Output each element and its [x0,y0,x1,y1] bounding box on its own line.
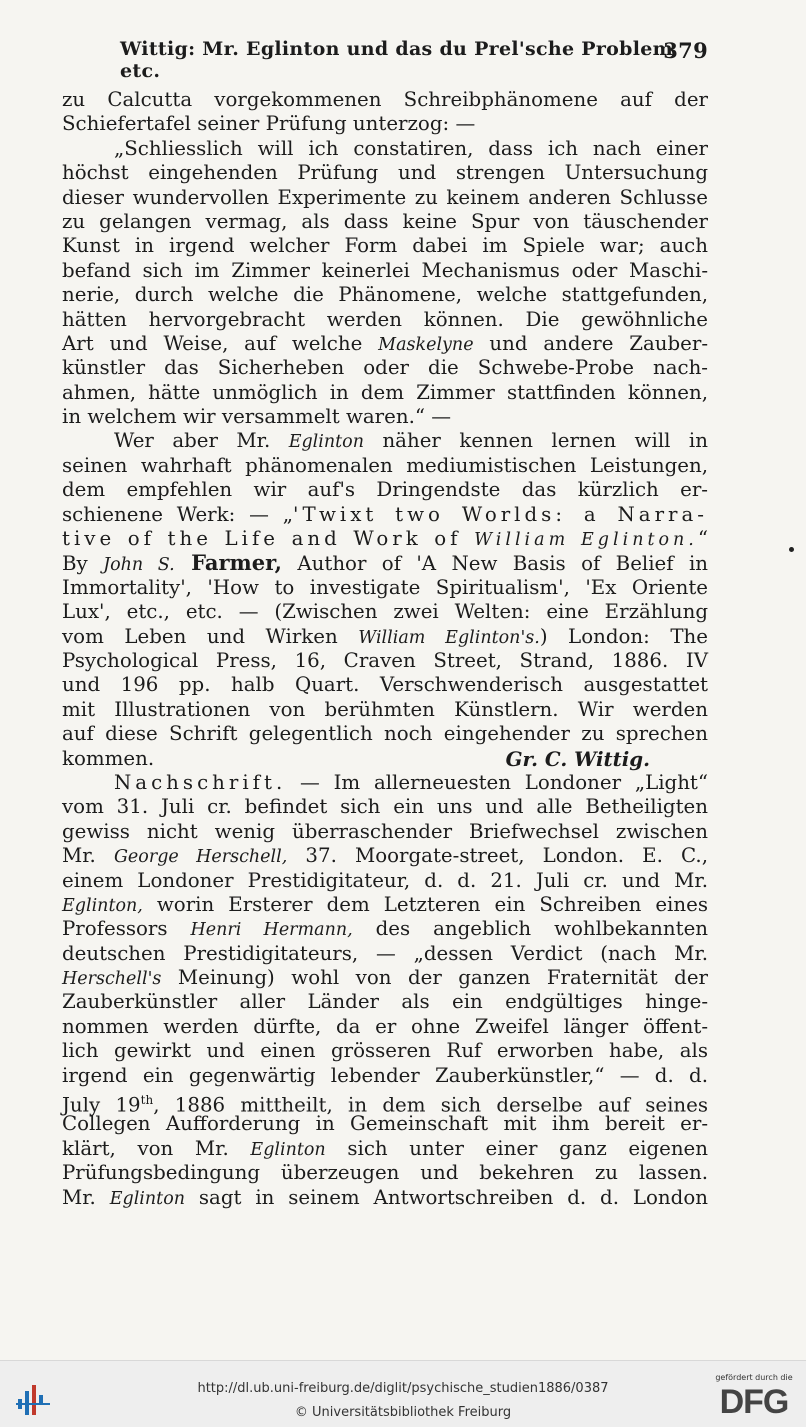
text-line: deutschen Prestidigitateurs, — „dessen Verdict (nach Mr. [62,941,708,965]
dfg-logo-icon [708,1373,800,1423]
text-line: Kunst in irgend welcher Form dabei im Spiele war; auch [62,234,708,258]
footer-bar [0,1360,806,1427]
text-line: nommen werden dürfte, da er ohne Zweifel länger öffent- [62,1014,708,1038]
text-run: ) London: The [539,624,708,648]
text-line [62,917,708,941]
text-line: vom 31. Juli cr. befindet sich ein uns und alle Betheiligten [62,795,708,819]
permalink-url[interactable]: http://dl.ub.uni-freiburg.de/diglit/psychische_studien1886/0387 [197,1381,609,1396]
text-line [62,503,708,527]
person-name: William Eglinton's. [358,627,540,648]
text-run: näher kennen lernen will in [363,429,708,453]
text-line [62,625,708,649]
text-line [62,429,708,453]
running-header [120,38,708,82]
text-line [62,966,708,990]
person-name: Eglinton [109,1188,185,1209]
text-run: , 1886 mittheilt, in dem sich derselbe auf seines [153,1093,708,1117]
person-name: Eglinton, [62,895,143,916]
text-line: zu Calcutta vorgekommenen Schreibphänomene auf der [62,88,708,111]
person-name: William Eglinton. [474,530,698,551]
text-line [62,771,708,795]
section-label: Nachschrift. [114,770,287,794]
text-line: befand sich im Zimmer keinerlei Mechanismus oder Maschi- [62,258,708,282]
text-run: Wer aber Mr. [114,429,289,453]
text-run: und andere Zauber- [473,331,709,355]
text-line: hätten hervorgebracht werden können. Die gewöhnliche [62,307,708,331]
text-line: seinen wahrhaft phänomenalen mediumistischen Leistungen, [62,453,708,477]
text-line: Lux', etc., etc. — (Zwischen zwei Welten: eine Erzählung [62,600,708,624]
text-line: auf diese Schrift gelegentlich noch eingehender zu sprechen [62,722,708,746]
text-line: nerie, durch welche die Phänomene, welche stattgefunden, [62,283,708,307]
text-run: By [62,552,104,576]
signature-line [62,747,708,771]
text-line: mit Illustrationen von berühmten Künstlern. Wir werden [62,697,708,721]
text-line: ahmen, hätte unmöglich in dem Zimmer stattfinden können, [62,380,708,404]
text-line: Schiefertafel seiner Prüfung unterzog: — [62,112,476,136]
text-line [62,332,708,356]
text-line: irgend ein gegenwärtig lebender Zauberkünstler,“ — d. d. [62,1063,708,1087]
person-name: Maskelyne [378,334,474,355]
text-run: Art und Weise, auf welche [62,331,379,355]
text-run: sagt in seinem Antwortschreiben d. d. London [185,1185,708,1209]
text-line [62,893,708,917]
text-line: höchst eingehenden Prüfung und strengen Untersuchung [62,161,708,185]
person-name: George Herschell, [113,847,288,868]
author-name: Farmer, [174,550,282,576]
page-number: 379 [663,38,708,63]
text-run: des angeblich wohlbekannten [352,917,709,941]
text-run: worin Ersterer dem Letzteren ein Schreiben eines [142,892,708,916]
text-run: klärt, von Mr. [62,1136,251,1160]
text-line: dem empfehlen wir auf's Dringendste das kürzlich er- [62,478,708,502]
text-line [62,1088,708,1117]
person-name: Eglinton [250,1139,326,1160]
text-line: in welchem wir versammelt waren.“ — [62,405,452,429]
signature: Gr. C. Wittig. [505,746,650,771]
text-line: Prüfungsbedingung überzeugen und bekehren zu lassen. [62,1161,708,1185]
book-title: tive of the Life and Work of [62,527,475,551]
text-line [62,844,708,868]
text-line [62,1137,708,1161]
text-run: July 19 [62,1093,141,1117]
text-line [62,1186,708,1210]
text-line: Zauberkünstler aller Länder als ein endgültiges hinge- [62,990,708,1014]
text-line: Collegen Aufforderung in Gemeinschaft mit ihm bereit er- [62,1112,708,1136]
text-run: Professors [62,917,191,941]
book-title: 'Twixt two Worlds: a Narra- [293,502,708,526]
text-run: “ [697,527,708,551]
text-run: sich unter einer ganz eigenen [325,1136,708,1160]
text-run: — Im allerneuesten Londoner „Light“ [286,770,708,794]
text-run: Author of 'A New Basis of Belief in [281,552,709,576]
text-line: dieser wundervollen Experimente zu keinem anderen Schlusse [62,185,708,209]
text-line [62,551,708,575]
text-line [62,527,708,551]
text-run: Meinung) wohl von der ganzen Fraternität der [161,966,708,990]
dfg-wordmark: DFG [719,1383,789,1421]
text-line: Psychological Press, 16, Craven Street, Strand, 1886. IV [62,648,708,672]
body-text [62,88,708,1210]
header-title: Wittig: Mr. Eglinton und das du Prel'sche Problem etc. [120,38,674,82]
person-name: Herschell's [62,969,162,990]
text-line: gewiss nicht wenig überraschender Briefwechsel zwischen [62,819,708,843]
text-line: lich gewirkt und einen grösseren Ruf erworben habe, als [62,1039,708,1063]
text-line: Immortality', 'How to investigate Spiritualism', 'Ex Oriente [62,575,708,599]
text-line: einem Londoner Prestidigitateur, d. d. 21. Juli cr. und Mr. [62,868,708,892]
margin-mark [789,547,794,552]
text-line: zu gelangen vermag, als dass keine Spur von täuschender [62,209,708,233]
text-line: künstler das Sicherheben oder die Schwebe-Probe nach- [62,356,708,380]
person-name: Eglinton [288,432,364,453]
text-run: kommen. [62,746,155,770]
copyright-text: © Universitätsbibliothek Freiburg [294,1405,512,1420]
person-name: John S. [103,555,175,576]
text-run: Mr. [62,844,114,868]
text-run: vom Leben und Wirken [62,624,359,648]
person-name: Henri Hermann, [190,920,353,941]
text-line: „Schliesslich will ich constatiren, dass ich nach einer [114,136,708,160]
text-line: und 196 pp. halb Quart. Verschwenderisch ausgestattet [62,673,708,697]
text-run: Mr. [62,1185,110,1209]
superscript: th [140,1093,154,1108]
dfg-caption: gefördert durch die [715,1373,793,1382]
text-run: schienene Werk: — „ [62,502,294,526]
text-run: 37. Moorgate-street, London. E. C., [287,844,708,868]
